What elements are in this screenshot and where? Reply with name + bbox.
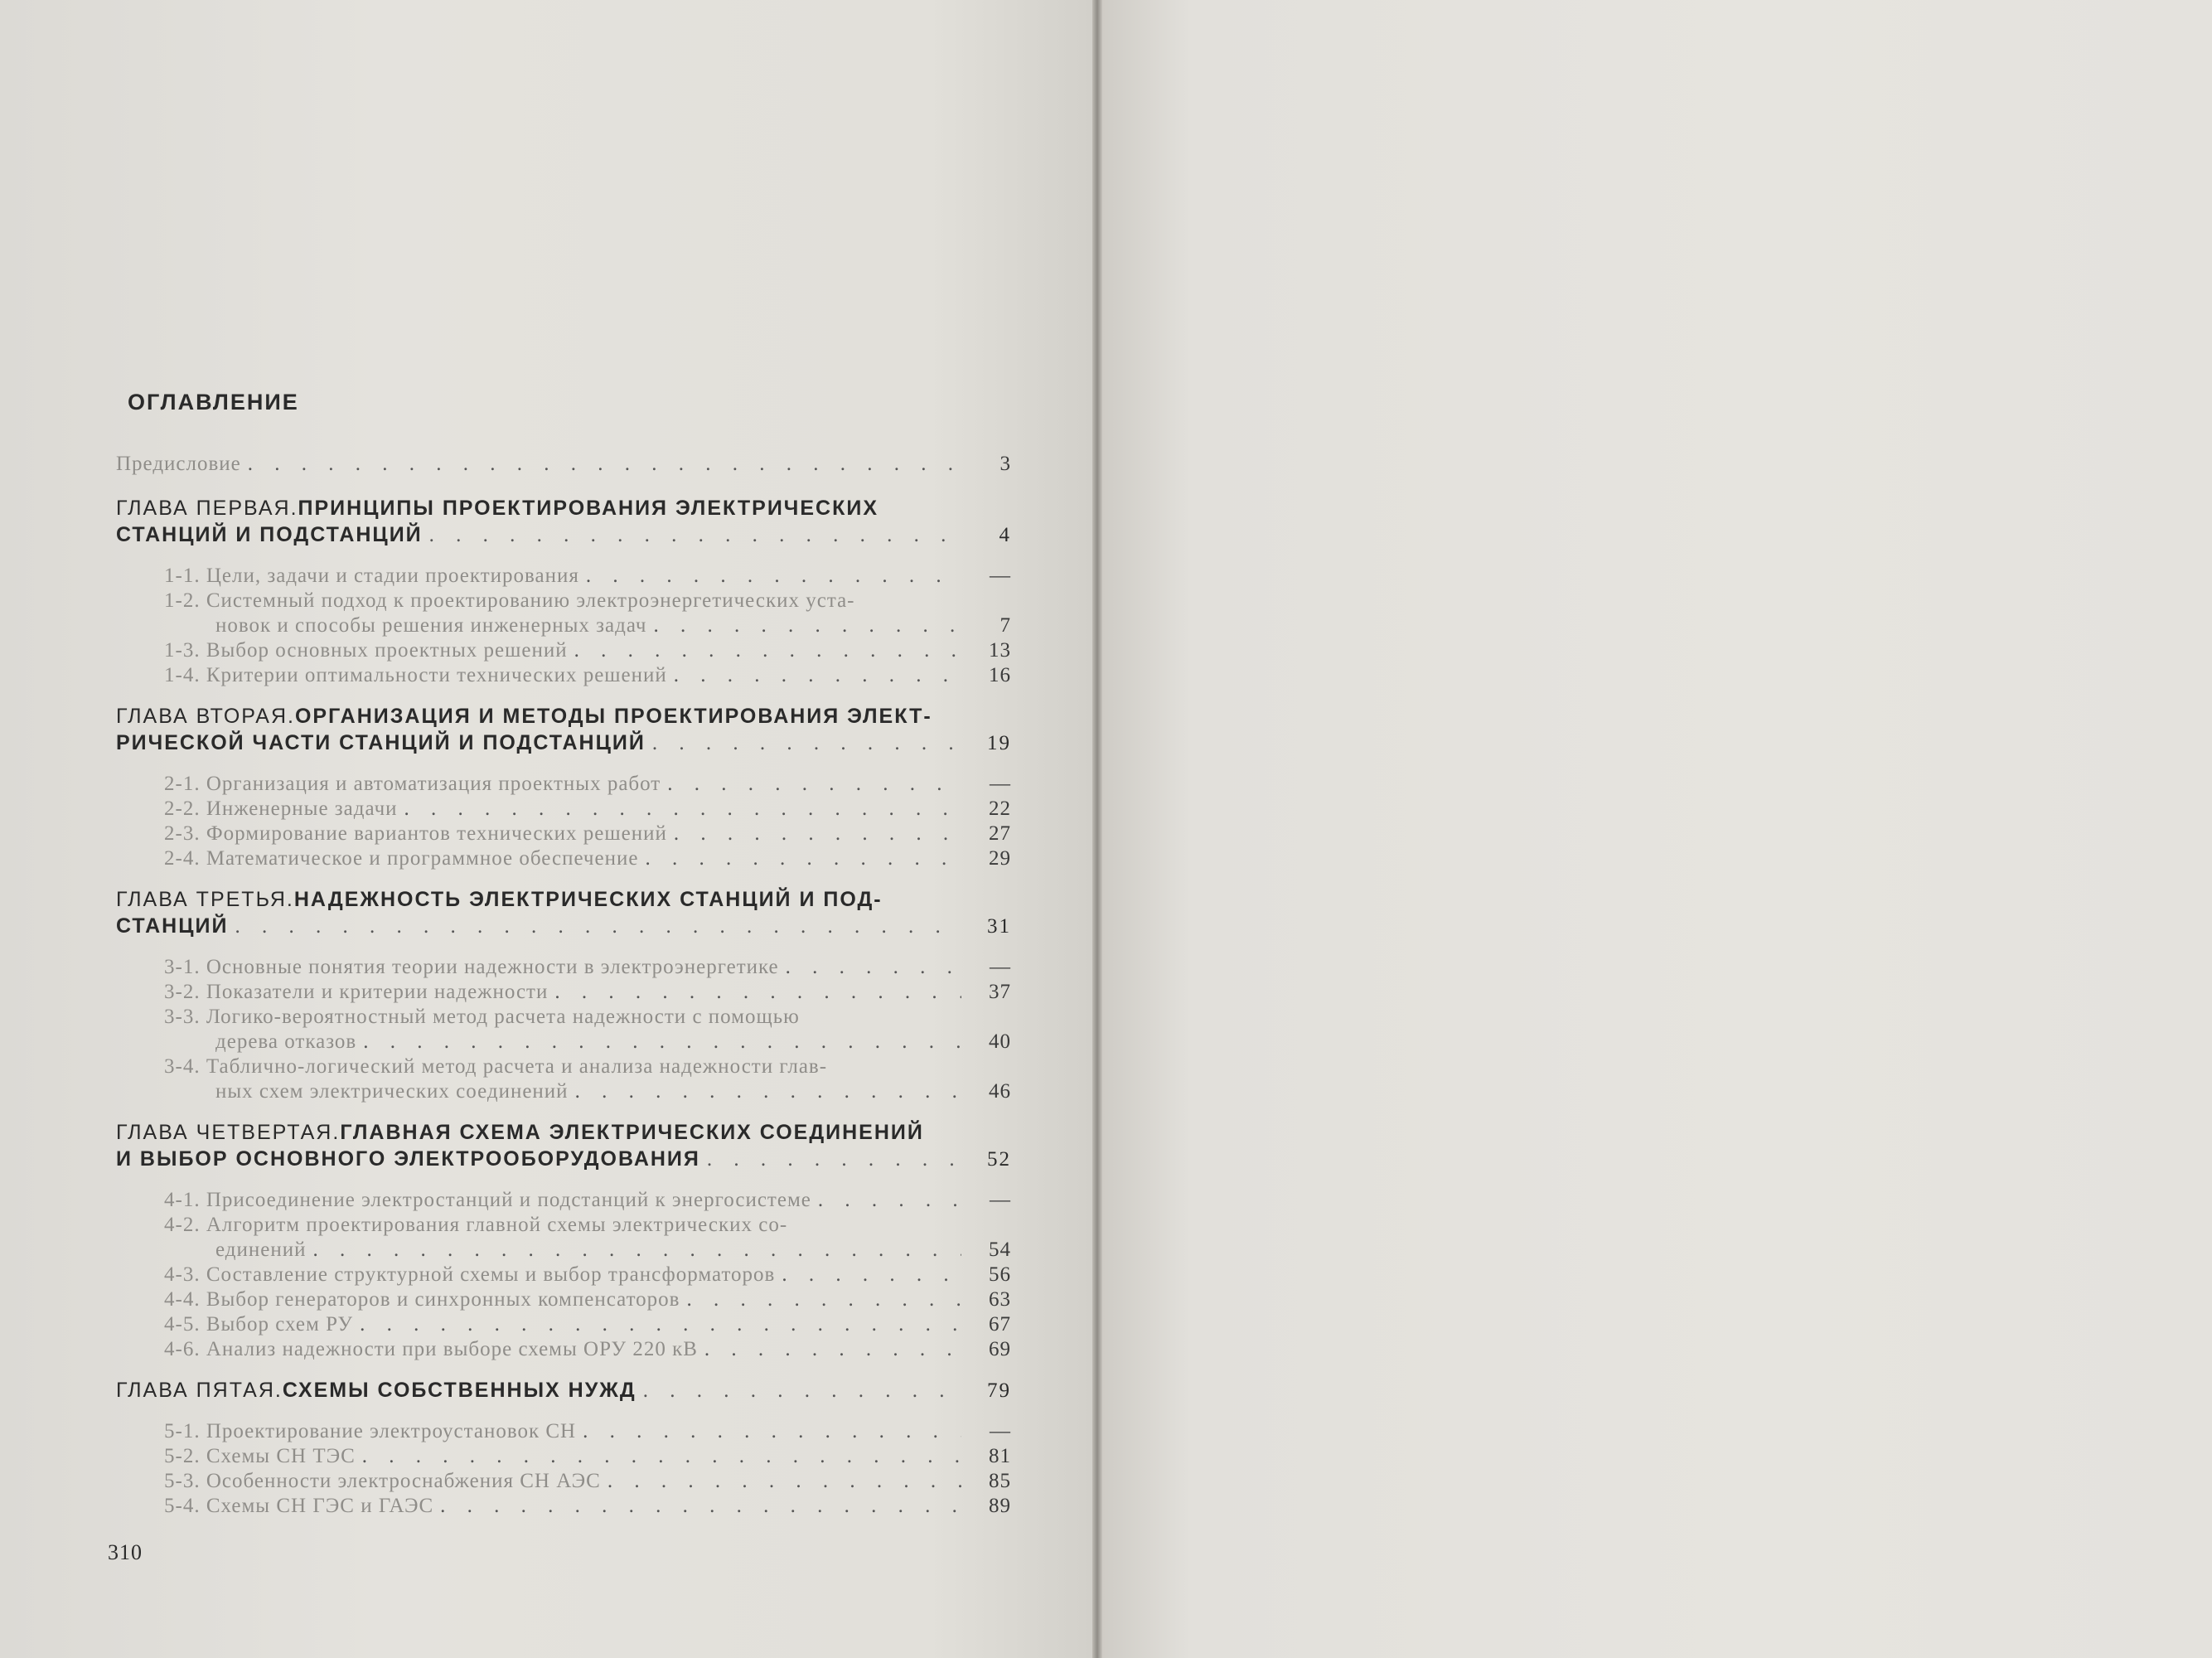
- toc-item-text: новок и способы решения инженерных задач: [215, 614, 647, 637]
- chapter-heading-line: [116, 703, 1011, 730]
- toc-item-page: —: [990, 1420, 1011, 1442]
- leader-dots: [575, 1079, 961, 1104]
- chapter-heading-line: [116, 1146, 1011, 1173]
- toc-item: [164, 1287, 1011, 1312]
- toc-item-text: 4-5. Выбор схем РУ: [164, 1313, 354, 1336]
- leader-dots: [248, 452, 961, 477]
- chapter-items: [116, 1419, 1011, 1519]
- toc-item-page: 27: [989, 822, 1011, 845]
- leader-dots: [363, 1030, 961, 1054]
- leader-dots: [645, 846, 961, 871]
- toc-item-text: 4-6. Анализ надежности при выборе схемы ОРУ 220 кВ: [164, 1338, 698, 1360]
- chapter-title: СХЕМЫ СОБСТВЕННЫХ НУЖД: [282, 1379, 636, 1402]
- chapter-items: [116, 955, 1011, 1104]
- toc-item-page: 29: [989, 847, 1011, 870]
- leader-dots: [818, 1188, 961, 1213]
- leader-dots: [782, 1263, 961, 1287]
- chapter-page: 79: [987, 1379, 1011, 1402]
- leader-dots: [707, 1147, 961, 1173]
- toc-item-text: 5-2. Схемы СН ТЭС: [164, 1445, 356, 1467]
- chapter-section: [116, 1377, 1011, 1519]
- preface-text: Предисловие: [116, 453, 241, 475]
- left-toc: [116, 390, 1011, 1534]
- toc-item-text: 5-4. Схемы СН ГЭС и ГАЭС: [164, 1495, 434, 1517]
- chapter-title: И ВЫБОР ОСНОВНОГО ЭЛЕКТРООБОРУДОВАНИЯ: [116, 1147, 700, 1171]
- leader-dots: [429, 522, 961, 549]
- leader-dots: [360, 1312, 961, 1337]
- chapter-title: ПРИНЦИПЫ ПРОЕКТИРОВАНИЯ ЭЛЕКТРИЧЕСКИХ: [298, 497, 879, 520]
- chapter-section: [116, 703, 1011, 871]
- left-chapter-list: [116, 495, 1011, 1519]
- leader-dots: [312, 1238, 961, 1263]
- chapter-section: [116, 886, 1011, 1104]
- toc-item-page: 63: [989, 1288, 1011, 1311]
- chapter-title: СТАНЦИЙ: [116, 914, 229, 938]
- chapter-heading: [116, 886, 1011, 940]
- leader-dots: [554, 980, 961, 1005]
- toc-item: [164, 1444, 1011, 1469]
- toc-item-text: ных схем электрических соединений: [215, 1080, 569, 1103]
- toc-item: [164, 846, 1011, 871]
- chapter-heading-line: [116, 730, 1011, 757]
- toc-item-page: —: [990, 773, 1011, 795]
- chapter-title: РИЧЕСКОЙ ЧАСТИ СТАНЦИЙ И ПОДСТАНЦИЙ: [116, 731, 646, 754]
- preface-entry: [116, 452, 1011, 477]
- chapter-heading-line: [116, 913, 1011, 940]
- chapter-page: 31: [987, 915, 1011, 938]
- chapter-title: ОРГАНИЗАЦИЯ И МЕТОДЫ ПРОЕКТИРОВАНИЯ ЭЛЕКТ-: [294, 705, 932, 728]
- toc-item: [164, 638, 1011, 663]
- leader-dots: [654, 613, 961, 638]
- toc-item-page: 16: [989, 664, 1011, 686]
- leader-dots: [643, 1378, 961, 1404]
- chapter-items: [116, 1188, 1011, 1362]
- toc-item-page: 89: [989, 1495, 1011, 1517]
- leader-dots: [607, 1469, 961, 1494]
- toc-item-page: —: [990, 956, 1011, 978]
- chapter-page: 4: [999, 524, 1011, 546]
- toc-item: [164, 1419, 1011, 1444]
- toc-item-text: 2-1. Организация и автоматизация проектных работ: [164, 773, 661, 795]
- toc-item-text: 3-1. Основные понятия теории надежности в электроэнергетике: [164, 956, 779, 978]
- chapter-label: ГЛАВА ЧЕТВЕРТАЯ.: [116, 1121, 341, 1144]
- toc-item-page: 56: [989, 1263, 1011, 1286]
- toc-item-page: —: [990, 565, 1011, 587]
- toc-item-page: 69: [989, 1338, 1011, 1360]
- chapter-heading: [116, 495, 1011, 549]
- page-number-left: 310: [108, 1540, 143, 1564]
- toc-item-text: 1-3. Выбор основных проектных решений: [164, 639, 568, 662]
- toc-item-line: 3-4. Таблично-логический метод расчета и анализа надежности глав-: [164, 1055, 828, 1078]
- leader-dots: [583, 1419, 961, 1444]
- toc-item-line: 1-2. Системный подход к проектированию электроэнергетических уста-: [164, 589, 855, 612]
- leader-dots: [786, 955, 961, 980]
- toc-item: [164, 663, 1011, 688]
- chapter-heading-line: [116, 521, 1011, 549]
- toc-item: [164, 980, 1011, 1005]
- leader-dots: [667, 772, 961, 797]
- toc-item-text: 2-3. Формирование вариантов технических решений: [164, 822, 667, 845]
- toc-item: [164, 1312, 1011, 1337]
- toc-item-page: —: [990, 1189, 1011, 1211]
- toc-item: [164, 1030, 1011, 1054]
- chapter-items: [116, 772, 1011, 871]
- chapter-heading: [116, 1119, 1011, 1173]
- chapter-heading: [116, 1377, 1011, 1404]
- toc-item-text: 1-1. Цели, задачи и стадии проектирования: [164, 565, 579, 587]
- toc-item-page: 85: [989, 1470, 1011, 1492]
- leader-dots: [674, 822, 961, 846]
- toc-item: [164, 1337, 1011, 1362]
- toc-item: [164, 1188, 1011, 1213]
- toc-item-text: 2-4. Математическое и программное обеспечение: [164, 847, 639, 870]
- chapter-heading: [116, 703, 1011, 757]
- chapter-section: [116, 1119, 1011, 1362]
- toc-item-page: 67: [989, 1313, 1011, 1336]
- leader-dots: [574, 638, 961, 663]
- leader-dots: [652, 730, 961, 757]
- chapter-heading-line: [116, 1119, 1011, 1146]
- chapter-label: ГЛАВА ТРЕТЬЯ.: [116, 888, 294, 911]
- right-page: [1102, 0, 2212, 1658]
- toc-item: [164, 1238, 1011, 1263]
- toc-item: [164, 613, 1011, 638]
- chapter-title: СТАНЦИЙ И ПОДСТАНЦИЙ: [116, 523, 423, 546]
- leader-dots: [404, 797, 961, 822]
- chapter-heading-line: [116, 886, 1011, 913]
- chapter-title: ГЛАВНАЯ СХЕМА ЭЛЕКТРИЧЕСКИХ СОЕДИНЕНИЙ: [340, 1121, 924, 1144]
- toc-item: [164, 772, 1011, 797]
- leader-dots: [686, 1287, 961, 1312]
- chapter-label: ГЛАВА ВТОРАЯ.: [116, 705, 295, 728]
- chapter-title: НАДЕЖНОСТЬ ЭЛЕКТРИЧЕСКИХ СТАНЦИЙ И ПОД-: [293, 888, 883, 911]
- leader-dots: [440, 1494, 961, 1519]
- toc-item: [164, 1494, 1011, 1519]
- left-page: [0, 0, 1092, 1658]
- toc-item: [164, 822, 1011, 846]
- toc-item: [164, 1263, 1011, 1287]
- toc-item-page: 46: [989, 1080, 1011, 1103]
- chapter-page: 19: [987, 732, 1011, 754]
- toc-item: [164, 1469, 1011, 1494]
- toc-item-page: 40: [989, 1030, 1011, 1053]
- toc-item-page: 22: [989, 797, 1011, 820]
- toc-item-page: 37: [989, 981, 1011, 1003]
- toc-item-page: 7: [1000, 614, 1011, 637]
- toc-item-text: 1-4. Критерии оптимальности технических решений: [164, 664, 667, 686]
- leader-dots: [235, 914, 961, 940]
- toc-item-text: единений: [215, 1239, 307, 1261]
- toc-item-text: 4-3. Составление структурной схемы и выбор трансформаторов: [164, 1263, 776, 1286]
- toc-item-page: 54: [989, 1239, 1011, 1261]
- toc-item-text: дерева отказов: [215, 1030, 357, 1053]
- leader-dots: [674, 663, 961, 688]
- toc-item-text: 3-2. Показатели и критерии надежности: [164, 981, 549, 1003]
- toc-item-text: 5-3. Особенности электроснабжения СН АЭС: [164, 1470, 601, 1492]
- leader-dots: [362, 1444, 961, 1469]
- chapter-items: [116, 564, 1011, 688]
- chapter-page: 52: [987, 1148, 1011, 1171]
- chapter-heading-line: [116, 495, 1011, 521]
- chapter-section: [116, 495, 1011, 688]
- leader-dots: [704, 1337, 961, 1362]
- toc-item-text: 4-4. Выбор генераторов и синхронных компенсаторов: [164, 1288, 680, 1311]
- chapter-label: ГЛАВА ПЕРВАЯ.: [116, 497, 298, 520]
- book-gutter: [1092, 0, 1102, 1658]
- toc-item: [164, 1079, 1011, 1104]
- toc-item-page: 13: [989, 639, 1011, 662]
- preface-page: 3: [1000, 453, 1011, 475]
- leader-dots: [586, 564, 961, 589]
- toc-item: [164, 564, 1011, 589]
- toc-item: [164, 797, 1011, 822]
- toc-item-text: 2-2. Инженерные задачи: [164, 797, 398, 820]
- toc-item-line: 4-2. Алгоритм проектирования главной схемы электрических со-: [164, 1214, 788, 1236]
- toc-title: ОГЛАВЛЕНИЕ: [128, 390, 299, 414]
- toc-item-page: 81: [989, 1445, 1011, 1467]
- toc-item: [164, 955, 1011, 980]
- toc-item-text: 4-1. Присоединение электростанций и подстанций к энергосистеме: [164, 1189, 811, 1211]
- toc-item-line: 3-3. Логико-вероятностный метод расчета надежности с помощью: [164, 1006, 800, 1028]
- chapter-heading-line: [116, 1377, 1011, 1404]
- chapter-label: ГЛАВА ПЯТАЯ.: [116, 1379, 283, 1402]
- toc-item-text: 5-1. Проектирование электроустановок СН: [164, 1420, 577, 1442]
